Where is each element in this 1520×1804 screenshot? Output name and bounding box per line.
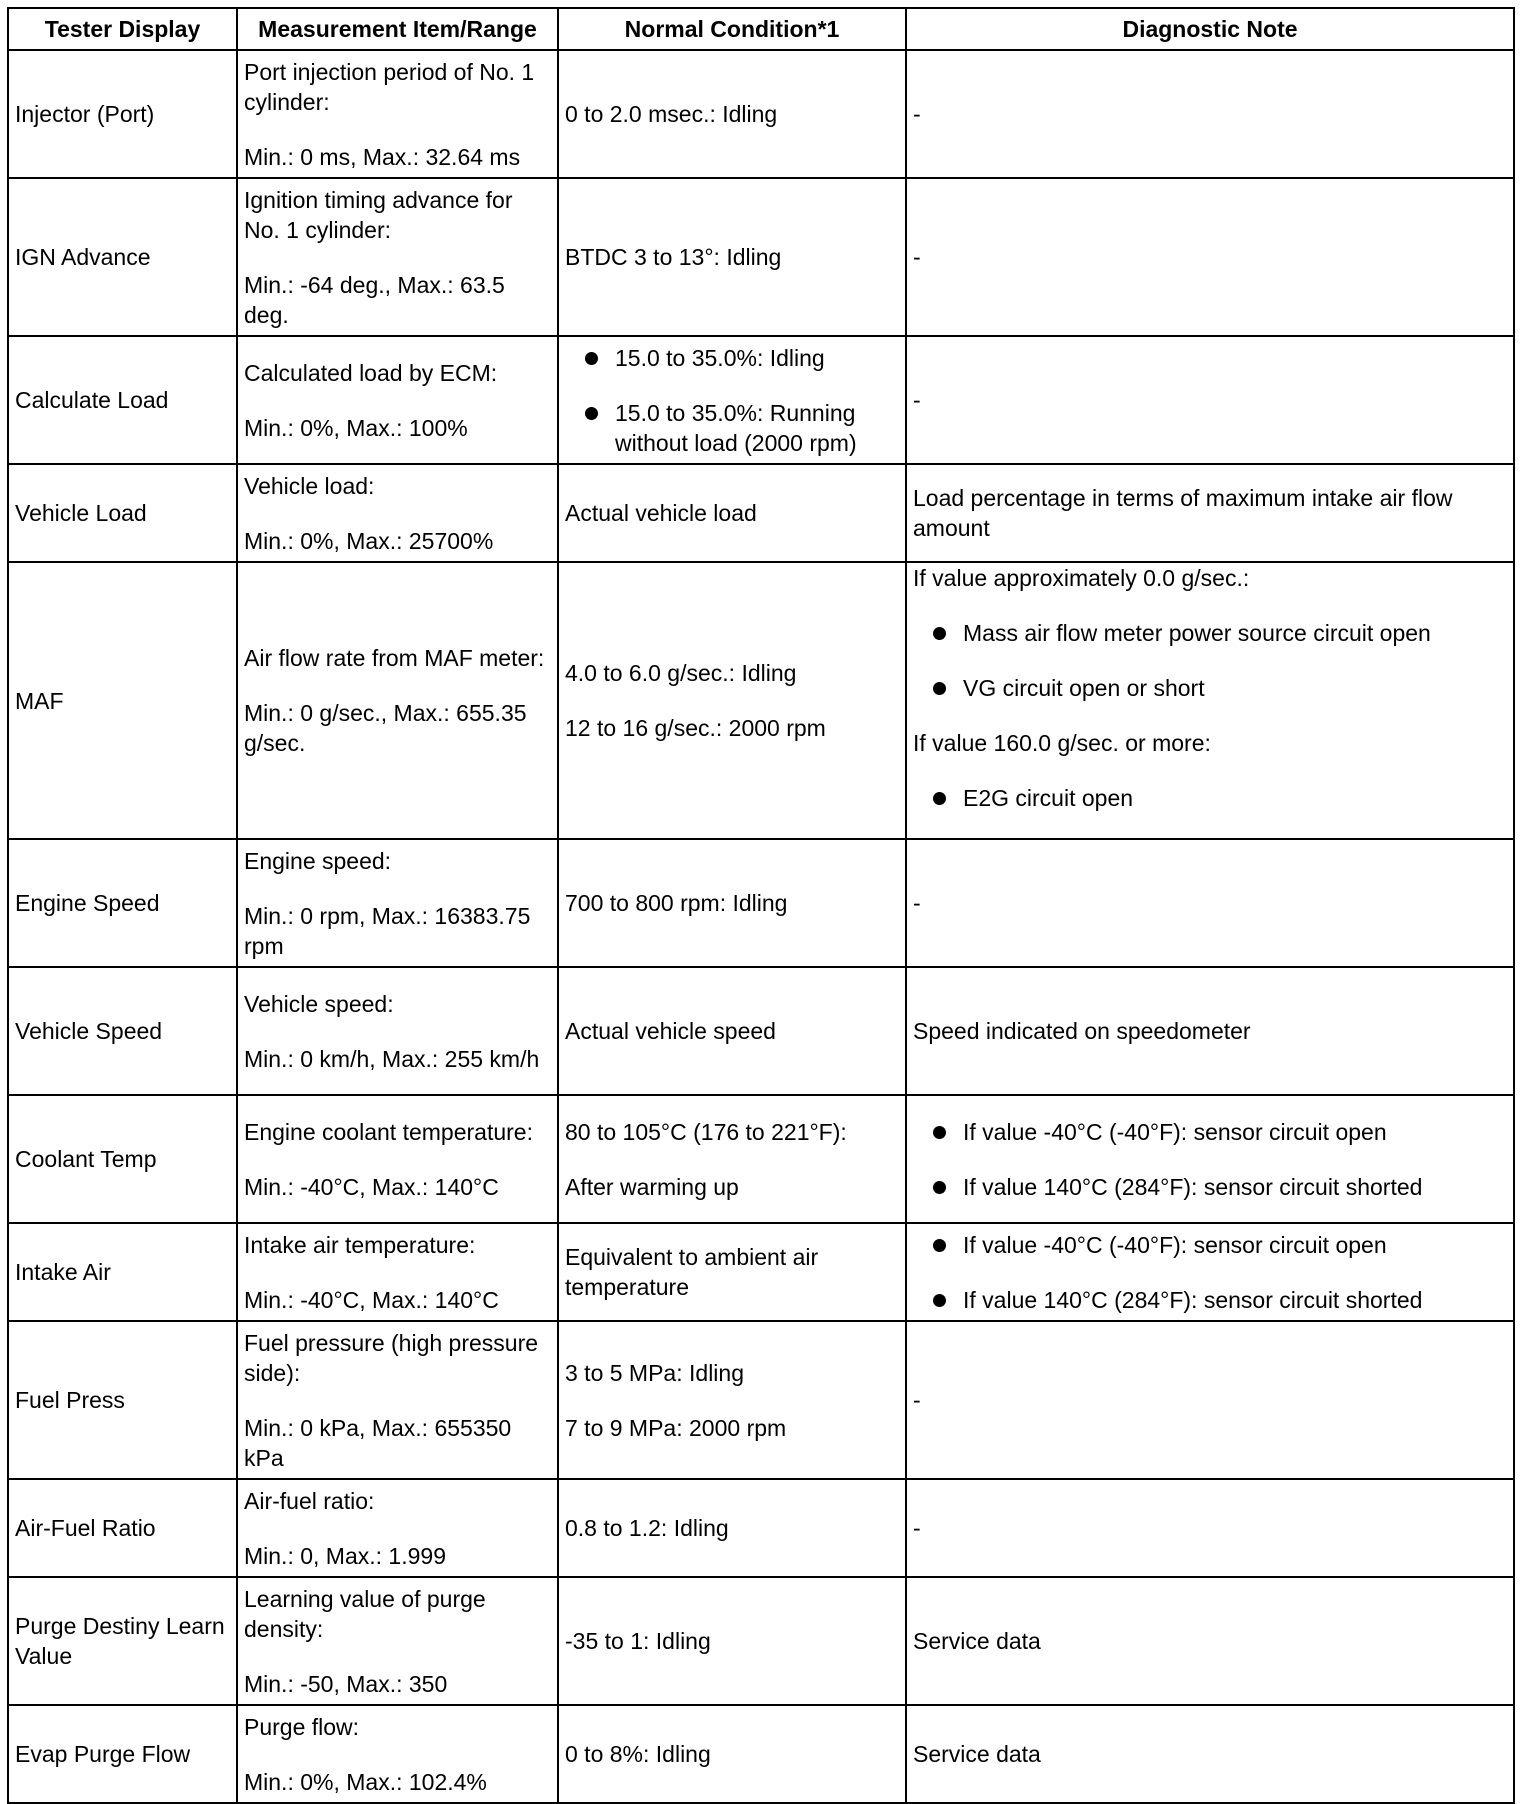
header-measurement-item: Measurement Item/Range: [237, 8, 558, 50]
normal-condition-cell: [558, 1223, 906, 1321]
diagnostic-note-cell: [906, 178, 1514, 336]
measurement-cell: [237, 1577, 558, 1705]
normal-condition-cell: [558, 562, 906, 839]
measurement-item: Intake air temperature:: [244, 1231, 476, 1258]
note-text: Service data: [913, 1741, 1041, 1767]
normal-condition-cell: [558, 50, 906, 178]
normal-condition-cell: [558, 1095, 906, 1223]
note-bullet-list: [913, 618, 1507, 703]
tester-display-cell: Engine Speed: [8, 839, 237, 967]
diagnostic-note-cell: [906, 1705, 1514, 1803]
note-lead: If value approximately 0.0 g/sec.:: [913, 565, 1250, 591]
measurement-item: Port injection period of No. 1 cylinder:: [244, 58, 535, 115]
diagnostic-note-cell: [906, 562, 1514, 839]
note-bullet-list: [913, 783, 1507, 813]
tester-display-cell: Calculate Load: [8, 336, 237, 464]
condition-text: -35 to 1: Idling: [565, 1628, 711, 1654]
note-text: Load percentage in terms of maximum intake air flow amount: [913, 485, 1453, 541]
note-bullet: If value 140°C (284°F): sensor circuit shorted: [913, 1172, 1507, 1202]
measurement-range: Min.: 0 kPa, Max.: 655350 kPa: [244, 1414, 512, 1471]
measurement-item: Purge flow:: [244, 1713, 360, 1740]
condition-text: 0 to 8%: Idling: [565, 1741, 711, 1767]
measurement-range: Min.: 0 km/h, Max.: 255 km/h: [244, 1045, 540, 1072]
table-row: [8, 967, 1514, 1095]
table-row: [8, 178, 1514, 336]
note-text: -: [913, 101, 921, 127]
diagnostic-note-cell: [906, 1095, 1514, 1223]
note-bullet: If value 140°C (284°F): sensor circuit shorted: [913, 1285, 1507, 1315]
note-bullet-list: [913, 1230, 1507, 1315]
diagnostic-note-cell: [906, 1479, 1514, 1577]
measurement-range: Min.: 0%, Max.: 100%: [244, 414, 468, 441]
condition-text: 4.0 to 6.0 g/sec.: Idling: [565, 660, 797, 686]
measurement-cell: [237, 839, 558, 967]
condition-text: Equivalent to ambient air temperature: [565, 1244, 819, 1300]
table-row: [8, 1577, 1514, 1705]
normal-condition-cell: [558, 178, 906, 336]
diagnostic-note-cell: [906, 1321, 1514, 1479]
condition-text: BTDC 3 to 13°: Idling: [565, 244, 782, 270]
measurement-item: Air-fuel ratio:: [244, 1487, 375, 1514]
condition-bullet: 15.0 to 35.0%: Running without load (2000 rpm): [565, 398, 899, 458]
table-row: [8, 1705, 1514, 1803]
diagnostic-note-cell: [906, 967, 1514, 1095]
normal-condition-cell: [558, 1479, 906, 1577]
measurement-range: Min.: 0, Max.: 1.999: [244, 1542, 446, 1569]
measurement-cell: [237, 178, 558, 336]
note-text: -: [913, 1515, 921, 1541]
table-row: [8, 1321, 1514, 1479]
condition-text: After warming up: [565, 1173, 739, 1200]
table-row: [8, 336, 1514, 464]
measurement-item: Learning value of purge density:: [244, 1585, 486, 1642]
normal-condition-cell: [558, 839, 906, 967]
tester-display-cell: Evap Purge Flow: [8, 1705, 237, 1803]
measurement-item: Engine coolant temperature:: [244, 1118, 533, 1145]
table-row: [8, 562, 1514, 839]
tester-display-cell: Vehicle Speed: [8, 967, 237, 1095]
measurement-item: Vehicle speed:: [244, 990, 394, 1017]
note-bullet-list: [913, 1117, 1507, 1202]
measurement-cell: [237, 1095, 558, 1223]
table-row: [8, 839, 1514, 967]
measurement-range: Min.: 0 ms, Max.: 32.64 ms: [244, 143, 521, 170]
tester-display-cell: Fuel Press: [8, 1321, 237, 1479]
table-row: [8, 1479, 1514, 1577]
measurement-cell: [237, 1321, 558, 1479]
condition-text: Actual vehicle speed: [565, 1018, 776, 1044]
diagnostic-note-cell: [906, 464, 1514, 562]
note-text: Service data: [913, 1628, 1041, 1654]
measurement-item: Vehicle load:: [244, 472, 375, 499]
measurement-cell: [237, 1705, 558, 1803]
tester-display-cell: Coolant Temp: [8, 1095, 237, 1223]
table-header-row: [8, 8, 1514, 50]
normal-condition-cell: [558, 336, 906, 464]
normal-condition-cell: [558, 1705, 906, 1803]
diagnostic-note-cell: [906, 1223, 1514, 1321]
measurement-range: Min.: -64 deg., Max.: 63.5 deg.: [244, 271, 505, 328]
measurement-item: Ignition timing advance for No. 1 cylinder:: [244, 186, 513, 243]
note-bullet: VG circuit open or short: [913, 673, 1507, 703]
note-text: -: [913, 1387, 921, 1413]
measurement-cell: [237, 1223, 558, 1321]
note-bullet: If value -40°C (-40°F): sensor circuit open: [913, 1230, 1507, 1260]
note-bullet: E2G circuit open: [913, 783, 1507, 813]
tester-display-cell: IGN Advance: [8, 178, 237, 336]
tester-display-cell: Injector (Port): [8, 50, 237, 178]
table-row: [8, 464, 1514, 562]
measurement-range: Min.: 0%, Max.: 102.4%: [244, 1768, 487, 1795]
measurement-cell: [237, 50, 558, 178]
note-lead: If value 160.0 g/sec. or more:: [913, 730, 1211, 756]
measurement-item: Calculated load by ECM:: [244, 359, 498, 386]
condition-bullet: 15.0 to 35.0%: Idling: [565, 343, 899, 373]
condition-text: 700 to 800 rpm: Idling: [565, 890, 788, 916]
diagnostic-note-cell: [906, 1577, 1514, 1705]
normal-condition-cell: [558, 1321, 906, 1479]
condition-text: Actual vehicle load: [565, 500, 757, 526]
condition-text: 0 to 2.0 msec.: Idling: [565, 101, 778, 127]
diagnostic-note-cell: [906, 50, 1514, 178]
measurement-range: Min.: -40°C, Max.: 140°C: [244, 1286, 499, 1313]
normal-condition-cell: [558, 1577, 906, 1705]
note-text: Speed indicated on speedometer: [913, 1018, 1251, 1044]
measurement-cell: [237, 1479, 558, 1577]
tester-display-cell: Purge Destiny Learn Value: [8, 1577, 237, 1705]
condition-bullet-list: [565, 343, 899, 458]
note-text: -: [913, 244, 921, 270]
header-normal-condition: Normal Condition*1: [558, 8, 906, 50]
table-row: [8, 1095, 1514, 1223]
note-text: -: [913, 387, 921, 413]
note-bullet: If value -40°C (-40°F): sensor circuit open: [913, 1117, 1507, 1147]
condition-text: 12 to 16 g/sec.: 2000 rpm: [565, 715, 826, 741]
diagnostic-note-cell: [906, 839, 1514, 967]
tester-display-cell: Air-Fuel Ratio: [8, 1479, 237, 1577]
condition-text: 0.8 to 1.2: Idling: [565, 1515, 729, 1541]
measurement-cell: [237, 336, 558, 464]
measurement-range: Min.: 0%, Max.: 25700%: [244, 527, 494, 554]
measurement-cell: [237, 562, 558, 839]
tester-display-cell: Vehicle Load: [8, 464, 237, 562]
measurement-range: Min.: -40°C, Max.: 140°C: [244, 1173, 499, 1200]
condition-text: 3 to 5 MPa: Idling: [565, 1359, 744, 1386]
measurement-range: Min.: 0 g/sec., Max.: 655.35 g/sec.: [244, 700, 527, 756]
normal-condition-cell: [558, 464, 906, 562]
table-row: [8, 1223, 1514, 1321]
measurement-range: Min.: -50, Max.: 350: [244, 1670, 448, 1697]
condition-text: 7 to 9 MPa: 2000 rpm: [565, 1414, 787, 1441]
header-tester-display: Tester Display: [8, 8, 237, 50]
header-diagnostic-note: Diagnostic Note: [906, 8, 1514, 50]
measurement-range: Min.: 0 rpm, Max.: 16383.75 rpm: [244, 902, 531, 959]
table-row: [8, 50, 1514, 178]
tester-display-cell: MAF: [8, 562, 237, 839]
measurement-cell: [237, 464, 558, 562]
note-bullet: Mass air flow meter power source circuit open: [913, 618, 1507, 648]
condition-text: 80 to 105°C (176 to 221°F):: [565, 1118, 847, 1145]
measurement-item: Engine speed:: [244, 847, 392, 874]
tester-display-cell: Intake Air: [8, 1223, 237, 1321]
data-list-table: [7, 7, 1515, 1804]
diagnostic-note-cell: [906, 336, 1514, 464]
note-text: -: [913, 890, 921, 916]
measurement-item: Air flow rate from MAF meter:: [244, 645, 545, 671]
normal-condition-cell: [558, 967, 906, 1095]
measurement-cell: [237, 967, 558, 1095]
measurement-item: Fuel pressure (high pressure side):: [244, 1329, 539, 1386]
